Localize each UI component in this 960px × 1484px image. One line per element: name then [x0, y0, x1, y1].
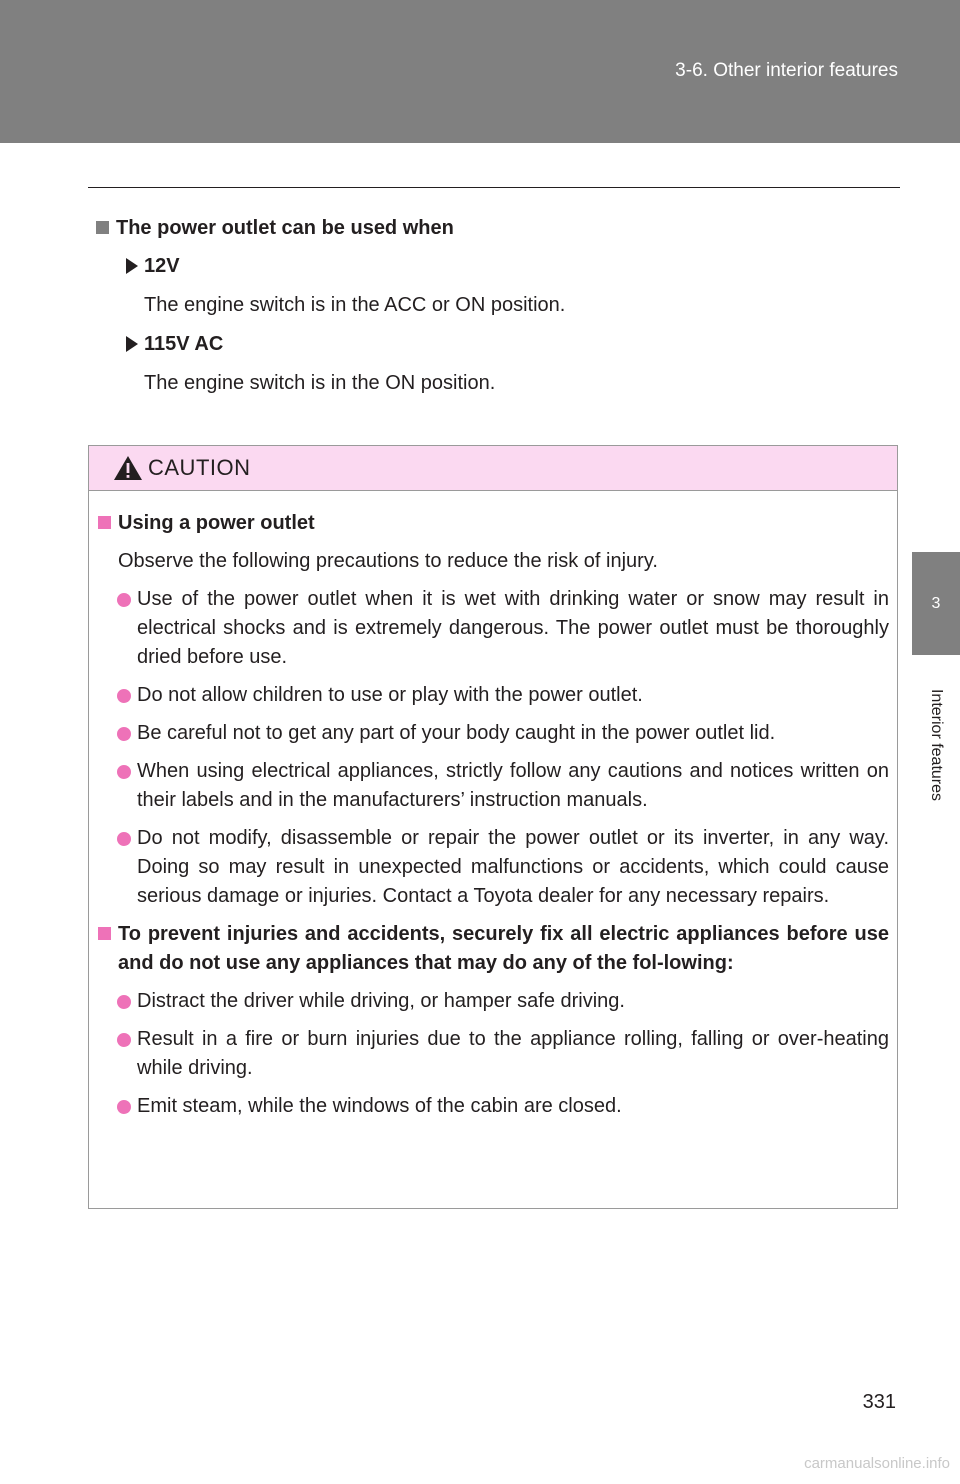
list-item: Do not allow children to use or play with the power outlet. — [98, 681, 889, 710]
dot-bullet-icon — [117, 593, 131, 607]
option-115v-label: 115V AC — [126, 332, 896, 356]
caution-heading-power-outlet: Using a power outlet — [98, 509, 889, 538]
square-bullet-icon — [98, 927, 111, 940]
chapter-tab — [912, 552, 960, 655]
header-rule — [88, 187, 900, 188]
caution-heading-prevent-injuries: To prevent injuries and accidents, securely fix all electric appliances before use and do not use any appliances that may do any of the fol-lowing: — [98, 920, 889, 978]
list-item: Use of the power outlet when it is wet with drinking water or snow may result in electrical shocks and is extremely dangerous. The power outlet must be thoroughly dried before use. — [98, 585, 889, 672]
intro-heading: The power outlet can be used when — [96, 216, 896, 240]
square-bullet-icon — [98, 516, 111, 529]
dot-bullet-icon — [117, 765, 131, 779]
warning-triangle-icon — [113, 455, 143, 481]
dot-bullet-icon — [117, 727, 131, 741]
intro-section — [96, 216, 896, 410]
watermark: carmanualsonline.info — [804, 1455, 950, 1472]
page-header — [0, 0, 960, 143]
caution-header — [89, 446, 897, 491]
triangle-arrow-icon — [126, 258, 138, 274]
list-item: Emit steam, while the windows of the cabin are closed. — [98, 1092, 889, 1121]
caution-title: CAUTION — [148, 455, 251, 480]
triangle-arrow-icon — [126, 336, 138, 352]
option-12v-text: The engine switch is in the ACC or ON position. — [144, 294, 566, 316]
chapter-label-text: Interior features — [928, 688, 945, 802]
list-item: Distract the driver while driving, or hamper safe driving. — [98, 987, 889, 1016]
list-item: When using electrical appliances, strictly follow any cautions and notices written on their labels and in the manufacturers’ instruction manuals. — [98, 757, 889, 815]
caution-intro-text: Observe the following precautions to reduce the risk of injury. — [118, 550, 658, 572]
option-115v-text: The engine switch is in the ON position. — [144, 372, 496, 394]
dot-bullet-icon — [117, 689, 131, 703]
option-12v-label: 12V — [126, 254, 896, 278]
chapter-number: 3 — [931, 594, 941, 612]
dot-bullet-icon — [117, 1100, 131, 1114]
list-item: Do not modify, disassemble or repair the power outlet or its inverter, in any way. Doing so may result in unexpected malfunctions or accidents, which could cause serious damage or injuries. Contact a Toyota dealer for any necessary repairs. — [98, 824, 889, 911]
list-item: Result in a fire or burn injuries due to the appliance rolling, falling or over-heating while driving. — [98, 1025, 889, 1083]
caution-body — [98, 509, 889, 1130]
dot-bullet-icon — [117, 1033, 131, 1047]
list-item: Be careful not to get any part of your body caught in the power outlet lid. — [98, 719, 889, 748]
chapter-label — [922, 660, 950, 830]
caution-box — [88, 445, 898, 1209]
section-title: 3-6. Other interior features — [675, 60, 898, 81]
dot-bullet-icon — [117, 995, 131, 1009]
square-bullet-icon — [96, 221, 109, 234]
dot-bullet-icon — [117, 832, 131, 846]
page-number: 331 — [862, 1391, 896, 1413]
